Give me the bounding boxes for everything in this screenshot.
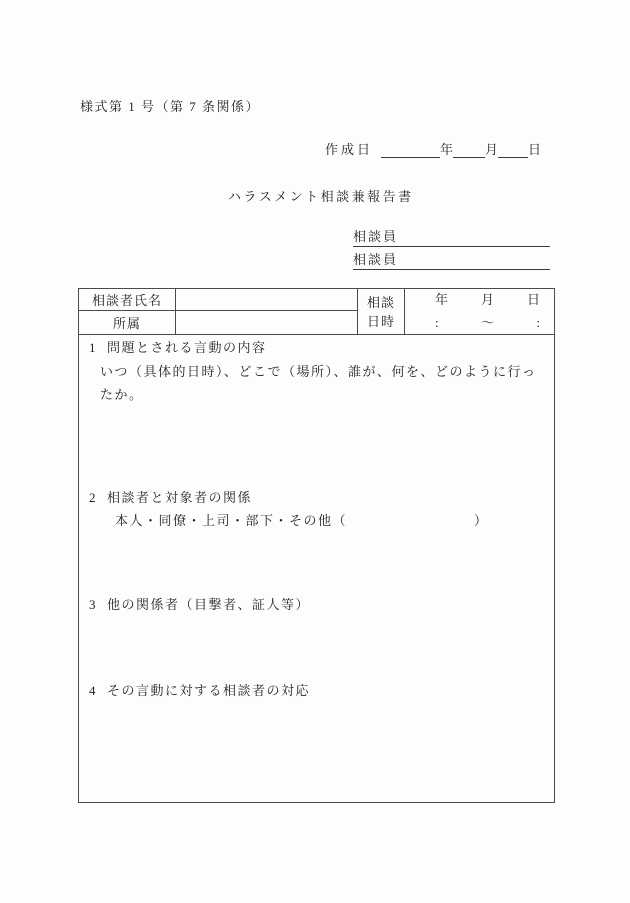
created-date-day-blank [498, 142, 528, 158]
created-date-month-blank [453, 142, 485, 158]
time-range-row [405, 311, 554, 334]
section-1-title [89, 338, 267, 358]
section-3-number: 3 [89, 597, 96, 612]
section-2-number: 2 [89, 490, 96, 505]
consult-datetime-field [405, 289, 555, 335]
counselor-block [353, 226, 550, 272]
date-units-row [405, 289, 554, 311]
consultee-name-field [176, 289, 358, 311]
section-2-title [89, 488, 252, 508]
counselor-line-1: 相談員 [353, 226, 550, 247]
form-number: 様式第 1 号（第 7 条関係） [80, 99, 261, 114]
section-4-heading: その言動に対する相談者の対応 [107, 683, 311, 698]
created-date-year-unit: 年 [440, 142, 454, 157]
consult-label-line1: 相談 [366, 294, 395, 310]
time-start-colon: : [435, 315, 439, 330]
section-4-number: 4 [89, 683, 96, 698]
created-date-day-unit: 日 [528, 142, 542, 157]
section-3-title [89, 595, 310, 615]
consult-label-line2: 日時 [366, 313, 395, 329]
time-tilde: ～ [480, 315, 494, 330]
counselor-row-2 [353, 249, 550, 272]
section-2-heading: 相談者と対象者の関係 [107, 490, 253, 505]
created-date-month-unit: 月 [485, 142, 499, 157]
document-title: ハラスメント相談兼報告書 [228, 189, 414, 204]
report-body-cell [79, 335, 555, 803]
created-date-year-blank [381, 142, 440, 158]
section-1-line2: いつ（具体的日時）、どこで（場所）、誰が、何を、どのように行っ [100, 364, 537, 379]
affiliation-label: 所属 [79, 311, 176, 335]
created-date-label: 作成日 [325, 142, 374, 157]
section-2-options [115, 511, 489, 531]
consultation-info-table [78, 288, 555, 803]
section-4-title [89, 681, 310, 701]
section-2-options-prefix: 本人・同僚・上司・部下・その他（ [115, 513, 348, 528]
consult-datetime-label [358, 289, 405, 335]
section-1-number: 1 [89, 340, 96, 355]
section-2-options-suffix: ） [474, 513, 489, 528]
date-day-unit: 日 [526, 292, 540, 307]
date-year-unit: 年 [435, 292, 449, 307]
counselor-line-2: 相談員 [353, 249, 550, 270]
section-3-heading: 他の関係者（目撃者、証人等） [107, 597, 311, 612]
report-body [79, 335, 554, 802]
section-1-heading: 問題とされる言動の内容 [107, 340, 267, 355]
consultee-name-label: 相談者氏名 [79, 289, 176, 311]
date-month-unit: 月 [480, 292, 494, 307]
created-date-row [325, 139, 541, 158]
section-1-line3: たか。 [100, 387, 144, 402]
time-end-colon: : [536, 315, 540, 330]
affiliation-field [176, 311, 358, 335]
counselor-row-1 [353, 226, 550, 249]
